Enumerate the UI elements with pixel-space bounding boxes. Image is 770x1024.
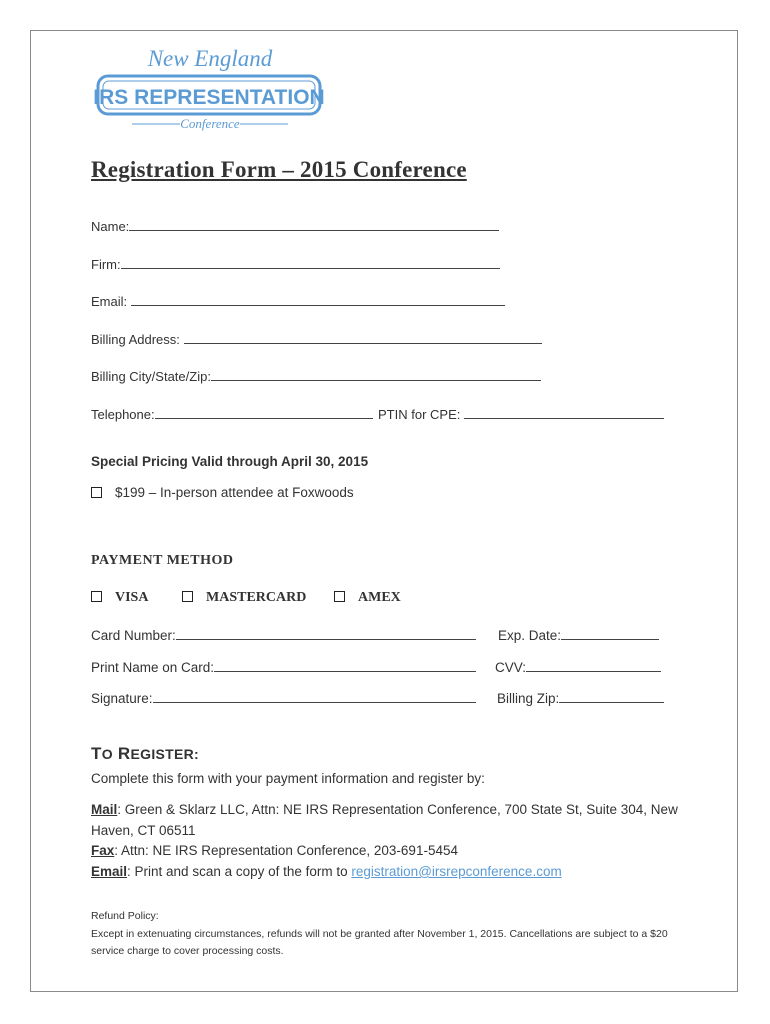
cvv-field[interactable]	[495, 659, 661, 675]
firm-label: Firm:	[91, 257, 121, 272]
billing-city-label: Billing City/State/Zip:	[91, 369, 211, 384]
pricing-option-label: $199 – In-person attendee at Foxwoods	[115, 485, 354, 500]
exp-date-label: Exp. Date:	[498, 628, 562, 643]
mail-instructions	[91, 800, 691, 841]
billing-city-line[interactable]	[211, 368, 541, 381]
register-intro: Complete this form with your payment information and register by:	[91, 771, 485, 786]
email-line[interactable]	[131, 293, 505, 306]
conference-logo	[92, 40, 326, 136]
mail-label: Mail	[91, 802, 118, 817]
email-field[interactable]	[91, 293, 505, 309]
billing-city-field[interactable]	[91, 368, 541, 384]
registration-email-link[interactable]: registration@irsrepconference.com	[351, 864, 562, 879]
billing-zip-field[interactable]	[497, 690, 664, 706]
billing-zip-label: Billing Zip:	[497, 691, 560, 706]
checkbox-icon[interactable]	[182, 591, 193, 602]
name-line[interactable]	[129, 218, 499, 231]
fax-instructions	[91, 841, 691, 862]
billing-zip-line[interactable]	[559, 690, 664, 703]
pricing-option[interactable]	[91, 485, 354, 500]
card-number-label: Card Number:	[91, 628, 176, 643]
signature-line[interactable]	[153, 690, 476, 703]
telephone-field[interactable]	[91, 406, 373, 422]
fax-text: : Attn: NE IRS Representation Conference, 203-691-5454	[114, 843, 458, 858]
exp-date-line[interactable]	[561, 627, 659, 640]
register-heading: TO REGISTER:	[91, 744, 200, 763]
email-label: Email:	[91, 294, 128, 309]
ptin-field[interactable]	[378, 406, 664, 422]
logo-conference: Conference	[180, 116, 240, 131]
page-title: Registration Form – 2015 Conference	[91, 157, 467, 182]
telephone-line[interactable]	[155, 406, 373, 419]
amex-label: AMEX	[358, 590, 401, 605]
mail-text: : Green & Sklarz LLC, Attn: NE IRS Representation Conference, 700 State St, Suite 304, New Haven, CT 06511	[91, 802, 678, 838]
payment-heading: PAYMENT METHOD	[91, 553, 234, 568]
exp-date-field[interactable]	[498, 627, 659, 643]
billing-address-line[interactable]	[184, 331, 542, 344]
cvv-label: CVV:	[495, 660, 527, 675]
firm-line[interactable]	[121, 256, 500, 269]
email-instr-label: Email	[91, 864, 128, 879]
telephone-label: Telephone:	[91, 407, 155, 422]
name-label: Name:	[91, 219, 130, 234]
checkbox-icon[interactable]	[91, 591, 102, 602]
refund-text: Except in extenuating circumstances, refunds will not be granted after November 1, 2015. Cancellations are subject to a $20 service charge to cover processing costs.	[91, 927, 668, 957]
cvv-line[interactable]	[526, 659, 661, 672]
billing-address-field[interactable]	[91, 331, 542, 347]
firm-field[interactable]	[91, 256, 500, 272]
name-field[interactable]	[91, 218, 499, 234]
logo-new-england: New England	[147, 46, 273, 71]
card-number-field[interactable]	[91, 627, 476, 643]
visa-label: VISA	[115, 590, 149, 605]
signature-field[interactable]	[91, 690, 476, 706]
email-instructions	[91, 862, 691, 883]
email-instr-text: : Print and scan a copy of the form to	[127, 864, 352, 879]
print-name-label: Print Name on Card:	[91, 660, 215, 675]
refund-policy	[91, 908, 671, 961]
refund-heading: Refund Policy:	[91, 910, 159, 922]
signature-label: Signature:	[91, 691, 153, 706]
ptin-line[interactable]	[464, 406, 664, 419]
print-name-line[interactable]	[214, 659, 476, 672]
checkbox-icon[interactable]	[334, 591, 345, 602]
fax-label: Fax	[91, 843, 115, 858]
ptin-label: PTIN for CPE:	[378, 407, 461, 422]
mastercard-label: MASTERCARD	[206, 590, 307, 605]
mastercard-option[interactable]	[182, 590, 306, 606]
pricing-heading: Special Pricing Valid through April 30, 2015	[91, 454, 369, 469]
card-number-line[interactable]	[176, 627, 476, 640]
logo-irs-representation: IRS REPRESENTATION	[93, 86, 325, 109]
billing-address-label: Billing Address:	[91, 332, 180, 347]
checkbox-icon[interactable]	[91, 487, 102, 498]
print-name-field[interactable]	[91, 659, 476, 675]
visa-option[interactable]	[91, 590, 148, 606]
amex-option[interactable]	[334, 590, 401, 606]
